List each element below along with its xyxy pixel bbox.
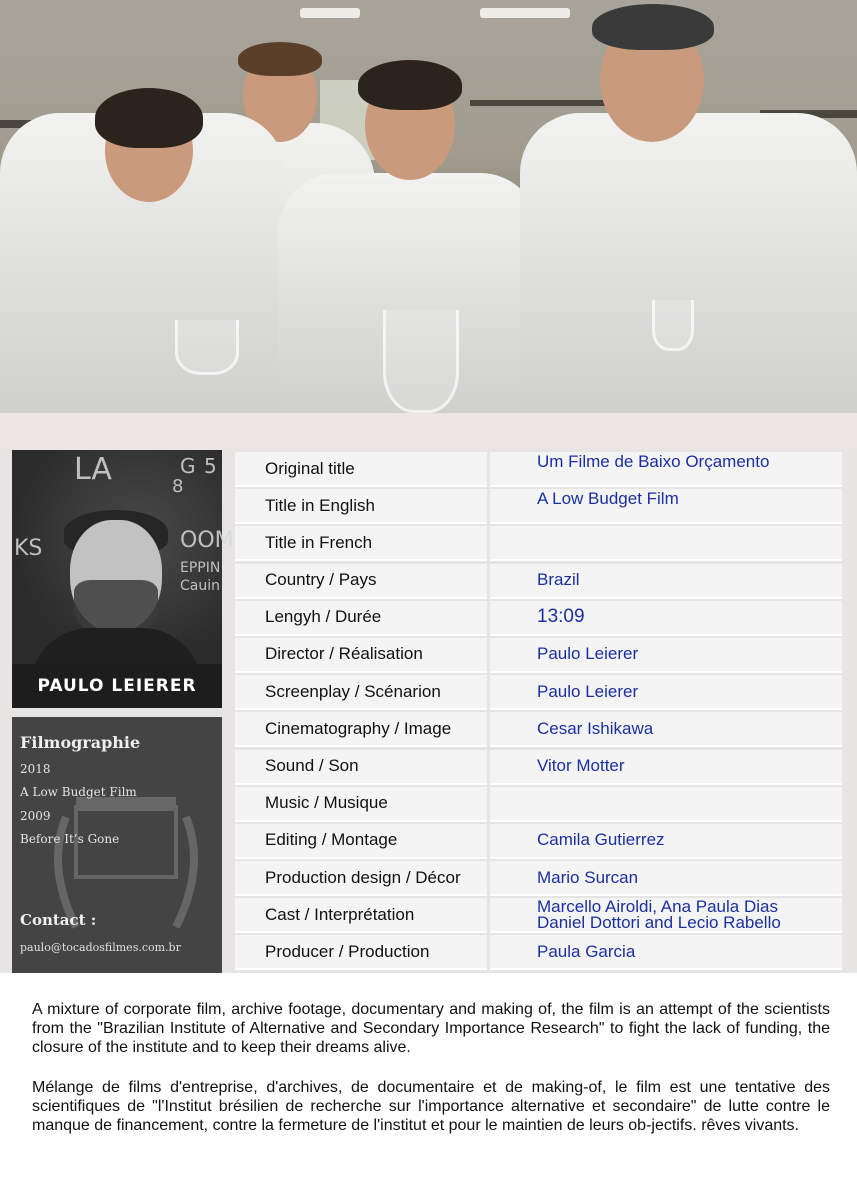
- credit-value: Paulo Leierer: [490, 675, 842, 710]
- credit-row: [235, 898, 857, 935]
- credit-row: [235, 601, 857, 638]
- filmography-card: [12, 717, 222, 973]
- band-top-strip: [0, 413, 857, 449]
- credit-value: Marcello Airoldi, Ana Paula Dias: [537, 896, 778, 916]
- credit-row: [235, 638, 857, 675]
- credit-label: Sound / Son: [235, 750, 487, 785]
- credit-row: [235, 452, 857, 489]
- synopsis-french: Mélange de films d'entreprise, d'archives, de documentaire et de making-of, le film est une tentative des scientifiques de "l'Institut brésilien de recherche sur l'importance alternative et secondaire" de lutte contre le manque de financement, contre la fermeture de l'institut et pour le maintien de leurs ob-jectifs. rêves vivants.: [32, 1079, 830, 1134]
- credit-row: [235, 675, 857, 712]
- contact-email[interactable]: paulo@tocadosfilmes.com.br: [20, 941, 181, 954]
- chalk-text: G: [180, 454, 196, 478]
- credit-row: [235, 861, 857, 898]
- scientist-hair: [358, 60, 462, 110]
- synopsis-english: A mixture of corporate film, archive footage, documentary and making of, the film is an attempt of the scientists from the "Brazilian Institute of Alternative and Secondary Importance Research" to fight the lack of funding, the closure of the institute and to keep their dreams alive.: [32, 1001, 830, 1056]
- credit-value: Cesar Ishikawa: [490, 712, 842, 747]
- director-nameplate: [12, 664, 222, 708]
- lab-flask: [383, 310, 459, 413]
- ceiling-lamp: [480, 8, 570, 18]
- credit-label: Lengyh / Durée: [235, 601, 487, 636]
- credit-value: Brazil: [490, 564, 842, 599]
- chalk-text: 8: [172, 476, 184, 497]
- credit-label: Director / Réalisation: [235, 638, 487, 673]
- credit-value: Um Filme de Baixo Orçamento: [490, 452, 842, 487]
- credit-label: Editing / Montage: [235, 824, 487, 859]
- credit-value: [490, 787, 842, 822]
- scientist-hair: [592, 4, 714, 50]
- chalk-text: KS: [14, 536, 43, 561]
- credit-row: [235, 526, 857, 563]
- credit-label: Cast / Interprétation: [235, 898, 487, 933]
- lab-flask: [652, 300, 694, 351]
- filmography-entry: Before It’s Gone: [20, 832, 120, 846]
- credit-row: [235, 564, 857, 601]
- scientist-hair: [95, 88, 203, 148]
- chalk-text: 5: [204, 454, 217, 478]
- credit-label: Original title: [235, 452, 487, 487]
- credit-value: Mario Surcan: [490, 861, 842, 896]
- credit-label: Music / Musique: [235, 787, 487, 822]
- credit-label: Title in English: [235, 489, 487, 524]
- scientist-coat: [520, 113, 857, 413]
- credit-value: 13:09: [490, 601, 842, 636]
- ceiling-lamp: [300, 8, 360, 18]
- credit-label: Country / Pays: [235, 564, 487, 599]
- credit-value: Paula Garcia: [490, 935, 842, 970]
- credit-label: Producer / Production: [235, 935, 487, 970]
- chalk-text: LA: [74, 452, 112, 487]
- credit-row: [235, 489, 857, 526]
- credit-row: [235, 787, 857, 824]
- hero-photo: [0, 0, 857, 413]
- credits-table: [235, 452, 857, 973]
- credit-value: A Low Budget Film: [490, 489, 842, 524]
- filmography-heading: Filmographie: [20, 733, 141, 752]
- credit-value: Camila Gutierrez: [490, 824, 842, 859]
- contact-label: Contact :: [20, 911, 97, 929]
- scientist-hair: [238, 42, 322, 76]
- filmography-entry: 2009: [20, 809, 51, 823]
- chalk-text: Cauin: [180, 578, 220, 594]
- credit-row: [235, 750, 857, 787]
- credit-row: [235, 935, 857, 972]
- chalk-text: EPPIN: [180, 560, 221, 576]
- credit-label: Cinematography / Image: [235, 712, 487, 747]
- credit-value-multiline: [490, 898, 842, 933]
- credit-value: Daniel Dottori and Lecio Rabello: [537, 912, 781, 932]
- lab-flask: [175, 320, 239, 375]
- credit-label: Screenplay / Scénarion: [235, 675, 487, 710]
- director-portrait: [12, 450, 234, 708]
- credit-value: [490, 526, 842, 561]
- director-name: PAULO LEIERER: [37, 676, 197, 696]
- lab-shelf: [470, 100, 620, 106]
- credit-row: [235, 824, 857, 861]
- credit-value: Vitor Motter: [490, 750, 842, 785]
- filmography-entry: 2018: [20, 762, 51, 776]
- filmography-entry: A Low Budget Film: [20, 785, 137, 799]
- credit-label: Title in French: [235, 526, 487, 561]
- credit-row: [235, 712, 857, 749]
- credit-label: Production design / Décor: [235, 861, 487, 896]
- chalk-text: OOM: [180, 528, 234, 553]
- credit-value: Paulo Leierer: [490, 638, 842, 673]
